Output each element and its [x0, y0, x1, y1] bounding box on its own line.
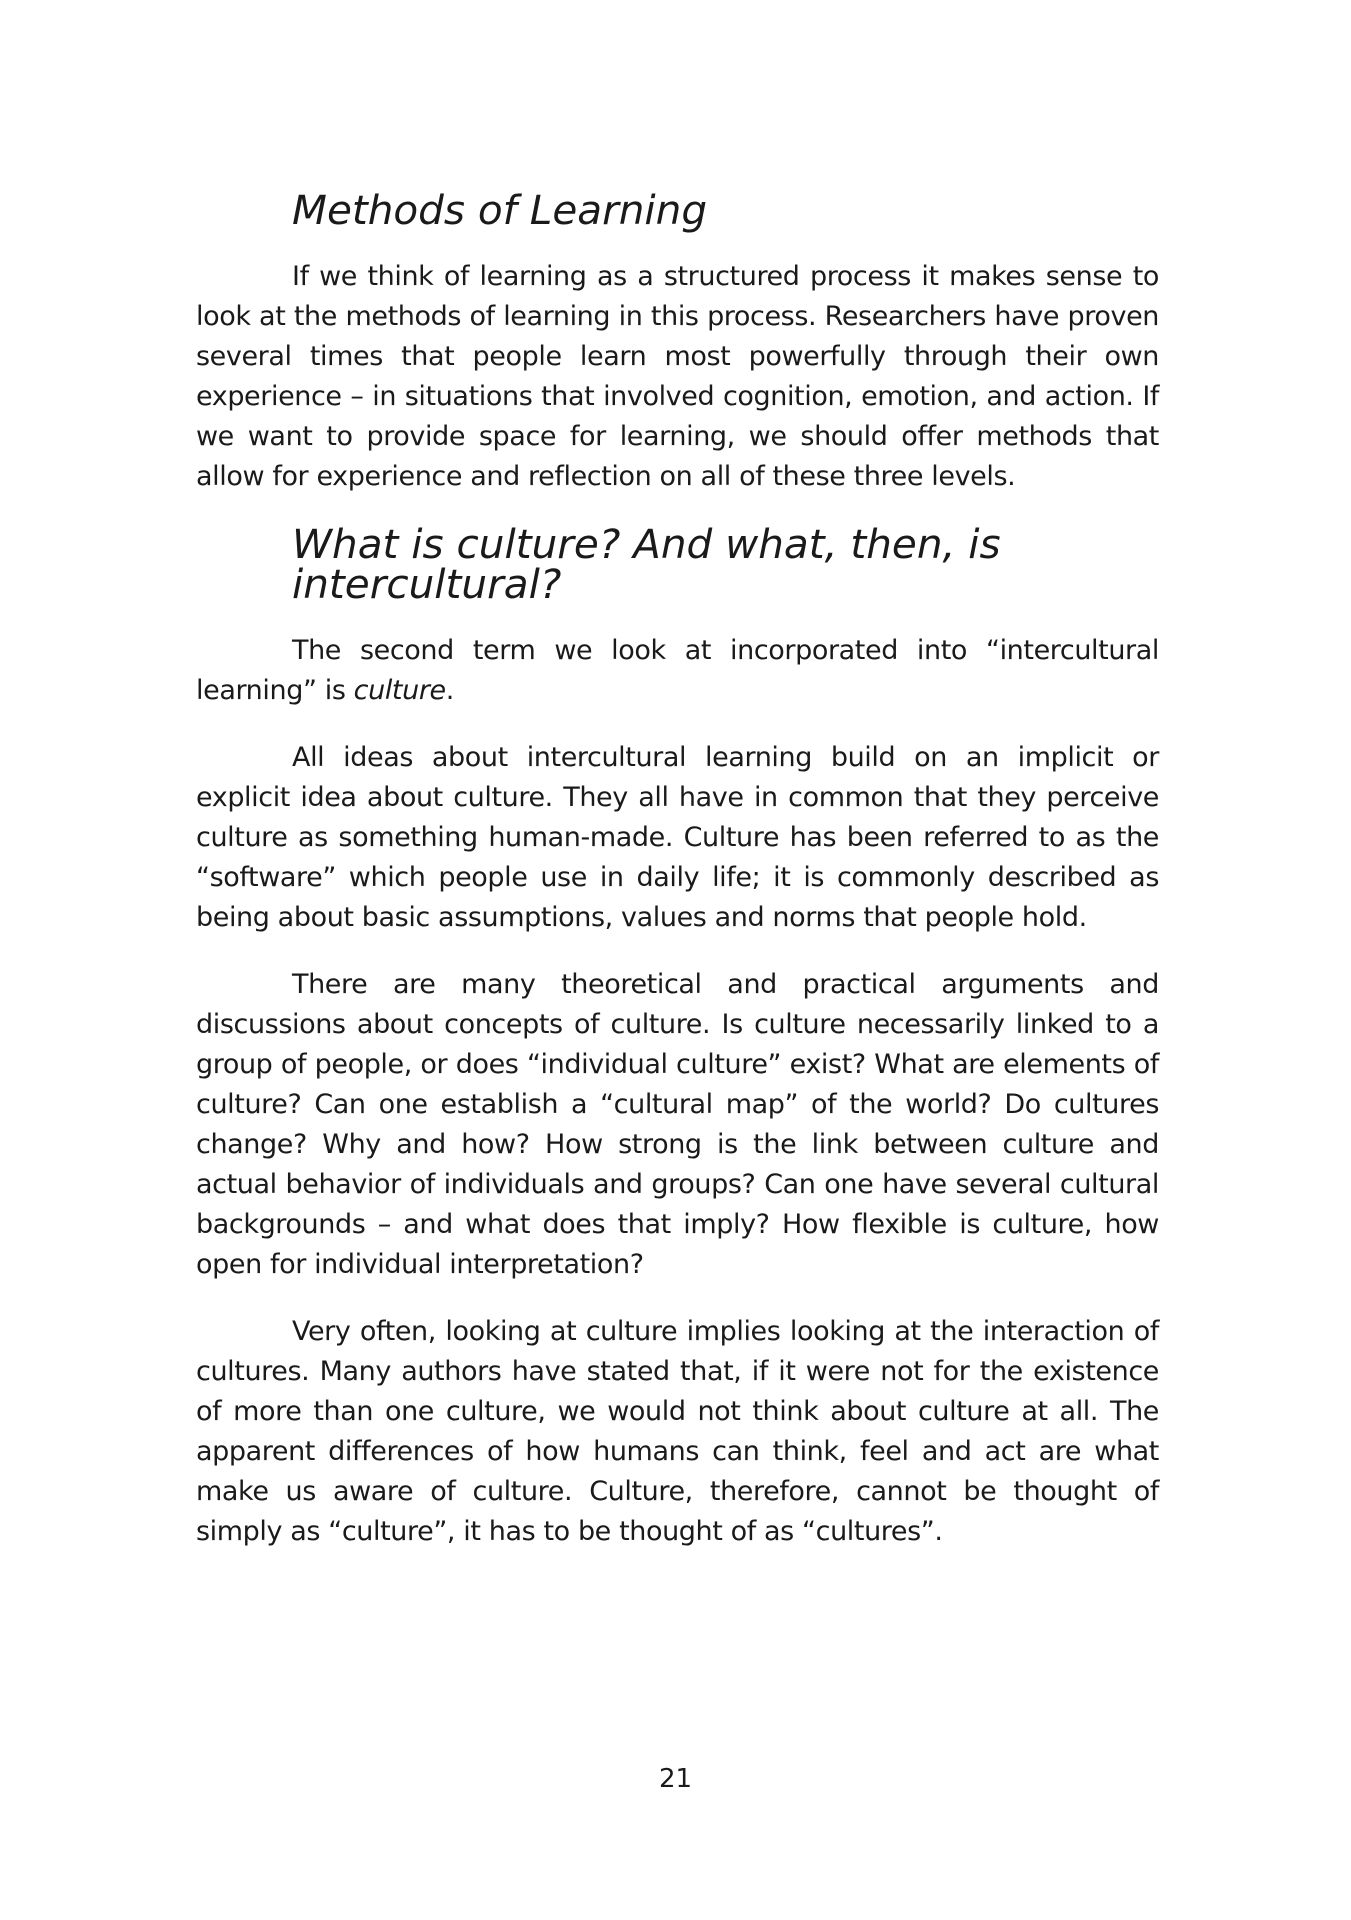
emphasis-culture: culture — [353, 675, 446, 706]
paragraph-second-term — [196, 631, 1159, 711]
paragraph-interaction: Very often, looking at culture implies looking at the interaction of cultures. Many authors have stated that, if it were not for the existence of more than one culture, we would not think about culture at all. The apparent differences of how humans can think, feel and act are what make us aware of culture. Culture, therefore, cannot be thought of simply as “culture”, it has to be thought of as “cultures”. — [196, 1316, 1159, 1547]
section-heading-culture: What is culture? And what, then, is intercultural? — [292, 520, 1001, 608]
paragraph-ideas: All ideas about intercultural learning build on an implicit or explicit idea about culture. They all have in common that they perceive culture as something human-made. Culture has been referred to as the “software” which people use in daily life; it is commonly described as being about basic assumptions, values and norms that people hold. — [196, 742, 1159, 933]
page-content — [196, 186, 1159, 1579]
section-heading-methods: Methods of Learning — [292, 186, 708, 234]
paragraph-arguments: There are many theoretical and practical arguments and discussions about concepts of culture. Is culture necessarily linked to a group of people, or does “individual culture” exist? What are elements of culture? Can one establish a “cultural map” of the world? Do cultures change? Why and how? How strong is the link between culture and actual behavior of individuals and groups? Can one have several cultural backgrounds – and what does that imply? How flexible is culture, how open for individual interpretation? — [196, 969, 1159, 1280]
paragraph-second-term-tail: . — [445, 675, 454, 706]
paragraph-second-term-lead: The second term we look at incorporated into “intercultural learning” is — [196, 635, 1159, 706]
page-number: 21 — [658, 1764, 693, 1794]
paragraph-methods: If we think of learning as a structured process it makes sense to look at the methods of learning in this process. Researchers have proven several times that people learn most powerfully through their own experience – in situations that involved cognition, emotion, and action. If we want to provide space for learning, we should offer methods that allow for experience and reflection on all of these three levels. — [196, 261, 1159, 492]
